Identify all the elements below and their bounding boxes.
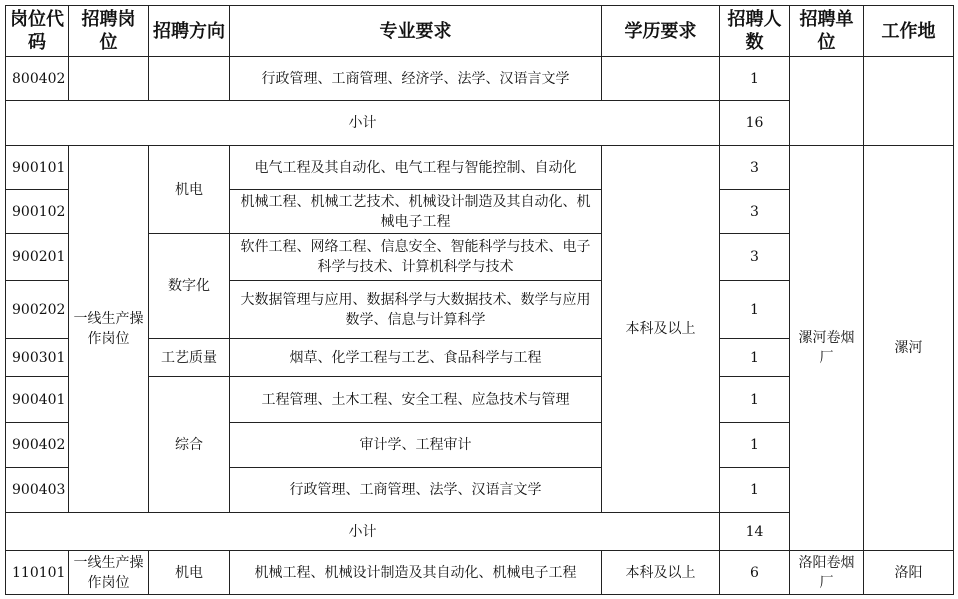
direction-cell: 机电 <box>149 146 230 234</box>
direction-cell: 机电 <box>149 551 230 595</box>
position-cell: 一线生产操作岗位 <box>69 551 149 595</box>
major-requirement: 行政管理、工商管理、经济学、法学、汉语言文学 <box>230 57 602 101</box>
hire-count: 3 <box>720 146 790 190</box>
post-code: 900201 <box>6 234 69 281</box>
direction-cell: 综合 <box>149 377 230 513</box>
position-cell: 一线生产操作岗位 <box>69 146 149 513</box>
subtotal-label: 小计 <box>6 513 720 551</box>
hire-count: 1 <box>720 339 790 377</box>
major-requirement: 烟草、化学工程与工艺、食品科学与工程 <box>230 339 602 377</box>
table-row <box>6 551 954 595</box>
header-position: 招聘岗位 <box>69 6 149 57</box>
hire-count: 3 <box>720 234 790 281</box>
post-code: 900402 <box>6 423 69 468</box>
post-code: 900301 <box>6 339 69 377</box>
major-requirement: 机械工程、机械工艺技术、机械设计制造及其自动化、机械电子工程 <box>230 190 602 234</box>
education-cell: 本科及以上 <box>602 146 720 513</box>
subtotal-count: 16 <box>720 101 790 146</box>
post-code: 900202 <box>6 281 69 339</box>
post-code: 110101 <box>6 551 69 595</box>
hire-count: 1 <box>720 377 790 423</box>
location-cell: 洛阳 <box>864 551 954 595</box>
table-row <box>6 146 954 190</box>
recruitment-table <box>5 5 954 595</box>
header-location: 工作地 <box>864 6 954 57</box>
major-requirement: 大数据管理与应用、数据科学与大数据技术、数学与应用数学、信息与计算科学 <box>230 281 602 339</box>
hire-count: 1 <box>720 281 790 339</box>
header-code: 岗位代码 <box>6 6 69 57</box>
table-row <box>6 57 954 101</box>
header-unit: 招聘单位 <box>790 6 864 57</box>
education-cell <box>602 57 720 101</box>
major-requirement: 机械工程、机械设计制造及其自动化、机械电子工程 <box>230 551 602 595</box>
major-requirement: 工程管理、土木工程、安全工程、应急技术与管理 <box>230 377 602 423</box>
location-cell <box>864 57 954 146</box>
subtotal-count: 14 <box>720 513 790 551</box>
post-code: 900101 <box>6 146 69 190</box>
post-code: 900401 <box>6 377 69 423</box>
hire-count: 1 <box>720 423 790 468</box>
header-direction: 招聘方向 <box>149 6 230 57</box>
subtotal-label: 小计 <box>6 101 720 146</box>
major-requirement: 审计学、工程审计 <box>230 423 602 468</box>
header-count: 招聘人数 <box>720 6 790 57</box>
hire-count: 6 <box>720 551 790 595</box>
position-cell <box>69 57 149 101</box>
post-code: 900102 <box>6 190 69 234</box>
hire-count: 1 <box>720 468 790 513</box>
unit-cell: 漯河卷烟厂 <box>790 146 864 551</box>
major-requirement: 电气工程及其自动化、电气工程与智能控制、自动化 <box>230 146 602 190</box>
hire-count: 3 <box>720 190 790 234</box>
education-cell: 本科及以上 <box>602 551 720 595</box>
post-code: 800402 <box>6 57 69 101</box>
header-major: 专业要求 <box>230 6 602 57</box>
post-code: 900403 <box>6 468 69 513</box>
header-education: 学历要求 <box>602 6 720 57</box>
location-cell: 漯河 <box>864 146 954 551</box>
direction-cell <box>149 57 230 101</box>
unit-cell <box>790 57 864 146</box>
header-row <box>6 6 954 57</box>
direction-cell: 数字化 <box>149 234 230 339</box>
direction-cell: 工艺质量 <box>149 339 230 377</box>
unit-cell: 洛阳卷烟厂 <box>790 551 864 595</box>
major-requirement: 行政管理、工商管理、法学、汉语言文学 <box>230 468 602 513</box>
hire-count: 1 <box>720 57 790 101</box>
major-requirement: 软件工程、网络工程、信息安全、智能科学与技术、电子科学与技术、计算机科学与技术 <box>230 234 602 281</box>
